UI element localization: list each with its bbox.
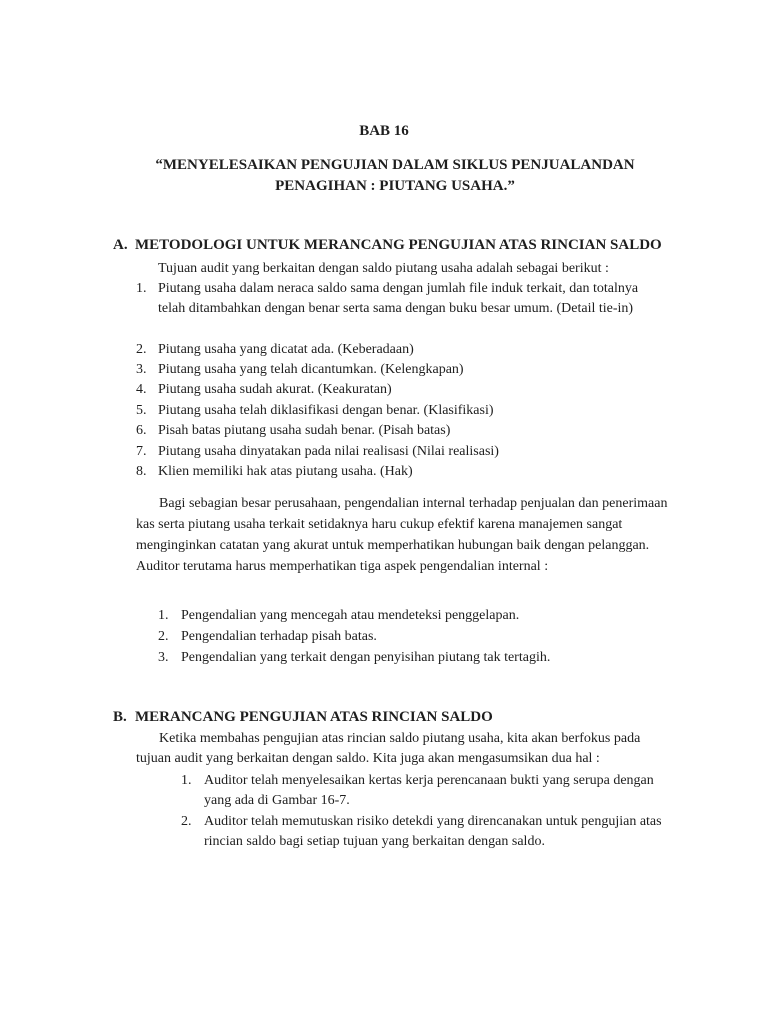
assumption-item (181, 771, 681, 811)
objective-text: Piutang usaha yang dicatat ada. (Keberadaan) (158, 342, 414, 357)
objective-text: Piutang usaha dalam neraca saldo sama dengan jumlah file induk terkait, dan totalnya telah ditambahkan dengan benar serta sama dengan buku besar umum. (Detail tie-in) (158, 281, 639, 316)
control-number: 3. (158, 650, 169, 665)
section-a-paragraph: Bagi sebagian besar perusahaan, pengendalian internal terhadap penjualan dan penerimaan kas serta piutang usaha terkait setidaknya haru cukup efektif karena manajemen sangat menginginkan catatan yang akurat untuk memperhatikan hubungan baik dengan pelanggan. Auditor terutama harus memperhatikan tiga aspek pengendalian internal : (136, 496, 668, 574)
control-item (158, 627, 658, 647)
control-text: Pengendalian yang mencegah atau mendeteksi penggelapan. (181, 608, 520, 623)
objective-text: Piutang usaha dinyatakan pada nilai realisasi (Nilai realisasi) (158, 444, 499, 459)
control-item (158, 606, 658, 626)
objective-item (136, 442, 656, 462)
objective-number: 7. (136, 444, 147, 459)
objective-number: 4. (136, 382, 147, 397)
objective-item (136, 279, 656, 339)
objective-item (136, 462, 656, 482)
chapter-number: BAB 16 (359, 123, 409, 139)
assumption-number: 2. (181, 814, 192, 829)
section-a-title: METODOLOGI UNTUK MERANCANG PENGUJIAN ATAS RINCIAN SALDO (135, 237, 662, 253)
objective-item (136, 360, 656, 380)
objective-text: Pisah batas piutang usaha sudah benar. (Pisah batas) (158, 423, 451, 438)
objective-number: 6. (136, 423, 147, 438)
objective-text: Piutang usaha telah diklasifikasi dengan benar. (Klasifikasi) (158, 403, 494, 418)
objective-number: 1. (136, 281, 147, 296)
section-b-title: MERANCANG PENGUJIAN ATAS RINCIAN SALDO (135, 709, 493, 725)
objective-text: Piutang usaha sudah akurat. (Keakuratan) (158, 382, 392, 397)
section-b-letter: B. (113, 709, 127, 725)
objective-item (136, 401, 656, 421)
objective-item (136, 421, 656, 441)
control-item (158, 648, 658, 668)
control-number: 1. (158, 608, 169, 623)
control-number: 2. (158, 629, 169, 644)
assumption-item (181, 812, 681, 852)
objective-number: 5. (136, 403, 147, 418)
chapter-title: “MENYELESAIKAN PENGUJIAN DALAM SIKLUS PENJUALANDAN PENAGIHAN : PIUTANG USAHA.” (155, 157, 635, 194)
objective-text: Klien memiliki hak atas piutang usaha. (Hak) (158, 464, 413, 479)
objective-item (136, 380, 656, 400)
section-b-paragraph: Ketika membahas pengujian atas rincian saldo piutang usaha, kita akan berfokus pada tujuan audit yang berkaitan dengan saldo. Kita juga akan mengasumsikan dua hal : (136, 731, 641, 766)
objective-number: 8. (136, 464, 147, 479)
control-text: Pengendalian yang terkait dengan penyisihan piutang tak tertagih. (181, 650, 551, 665)
control-text: Pengendalian terhadap pisah batas. (181, 629, 377, 644)
assumption-text: Auditor telah menyelesaikan kertas kerja perencanaan bukti yang serupa dengan yang ada di Gambar 16-7. (204, 773, 654, 808)
objective-text: Piutang usaha yang telah dicantumkan. (Kelengkapan) (158, 362, 464, 377)
assumption-number: 1. (181, 773, 192, 788)
objective-number: 3. (136, 362, 147, 377)
objective-item (136, 340, 656, 360)
assumption-text: Auditor telah memutuskan risiko detekdi yang direncanakan untuk pengujian atas rincian saldo bagi setiap tujuan yang berkaitan dengan saldo. (204, 814, 662, 849)
objective-number: 2. (136, 342, 147, 357)
section-a-letter: A. (113, 237, 128, 253)
section-a-intro: Tujuan audit yang berkaitan dengan saldo piutang usaha adalah sebagai berikut : (158, 261, 609, 276)
section-a-heading (113, 237, 662, 254)
section-b-heading (113, 709, 493, 726)
